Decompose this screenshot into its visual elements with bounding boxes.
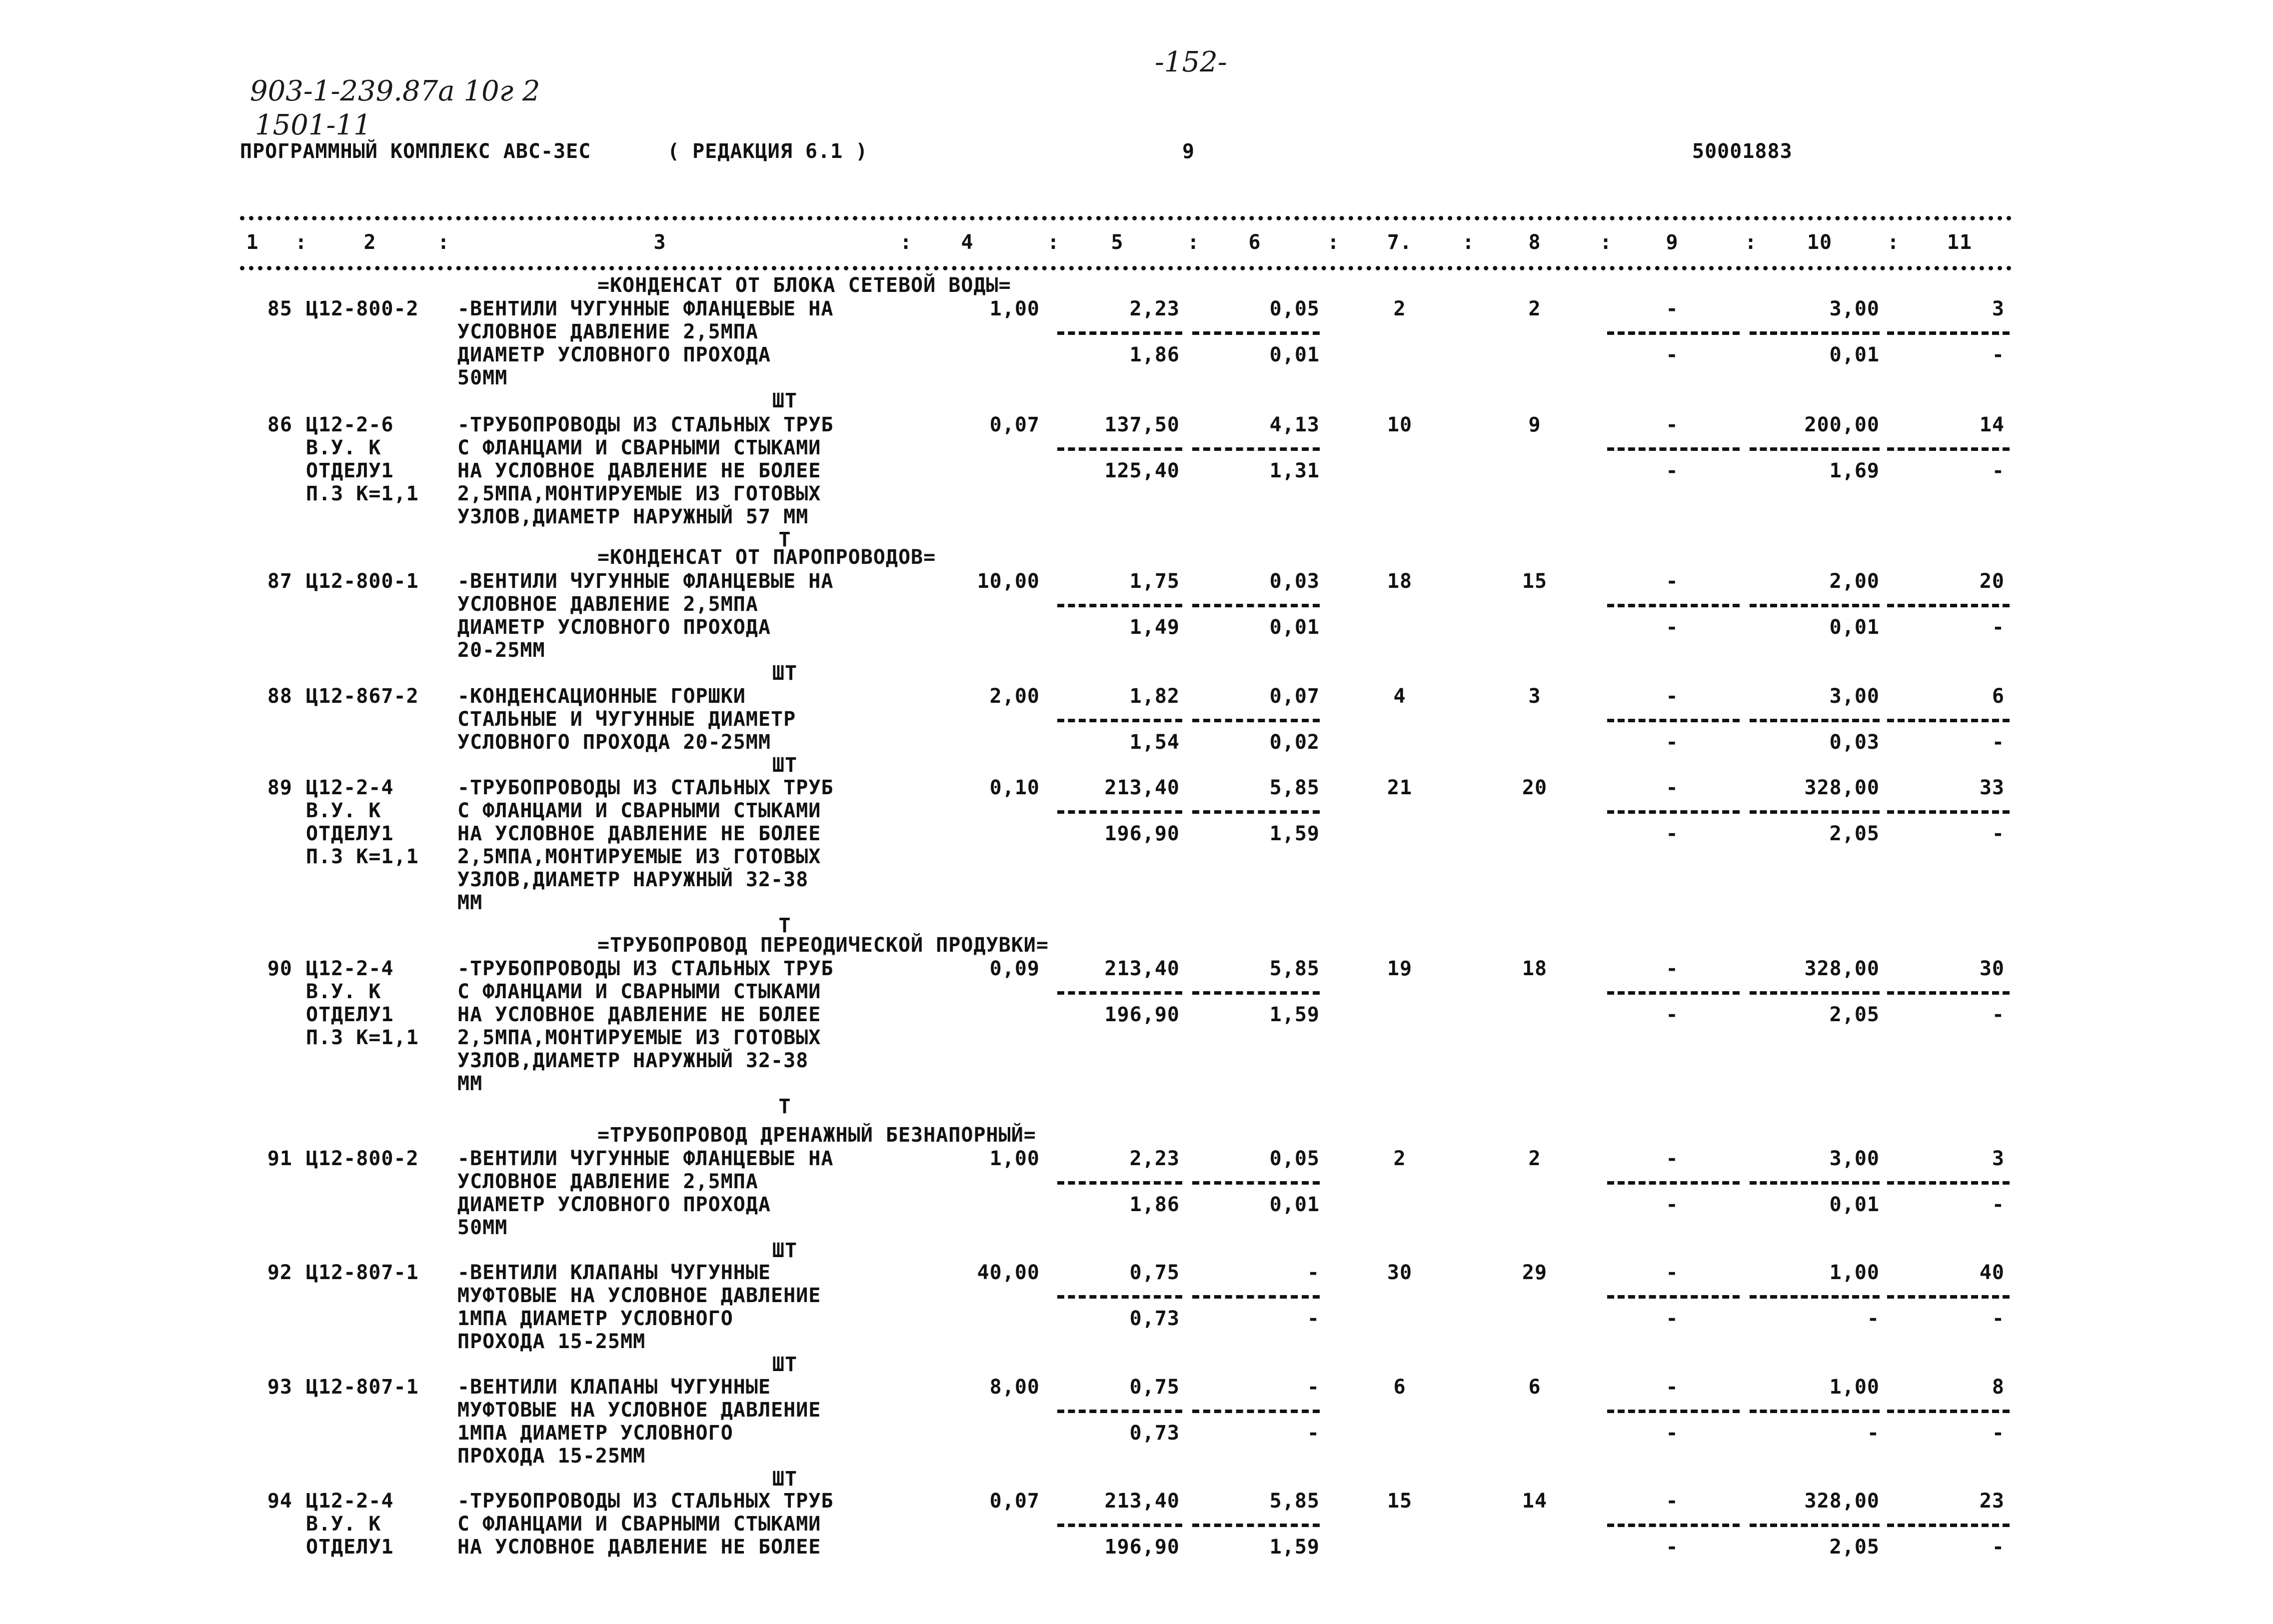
col11-value: 30 — [1979, 957, 2005, 980]
subtotal-dash-line — [1887, 1295, 2010, 1299]
total-cost: 10 — [1387, 413, 1413, 436]
section-heading: =КОНДЕНСАТ ОТ ПАРОПРОВОДОВ= — [597, 546, 936, 569]
col9-value: - — [1666, 297, 1679, 320]
machines-cost: 3 — [1528, 685, 1541, 708]
unit-cost-total: 137,50 — [1104, 413, 1180, 436]
subtotal-dash-line — [1192, 331, 1320, 335]
unit: ШТ — [772, 389, 798, 412]
norm-code: Ц12-2-6 — [306, 413, 394, 436]
unit-cost-wages: 196,90 — [1104, 822, 1180, 845]
subtotal-dash-line — [1887, 1410, 2010, 1413]
col11-value: 3 — [1992, 297, 2005, 320]
column-header-11: 11 — [1947, 231, 1973, 254]
column-separator: : — [437, 231, 450, 254]
col9-sub-value: - — [1666, 1422, 1679, 1445]
subtotal-dash-line — [1607, 1524, 1740, 1527]
work-description: УСЛОВНОГО ПРОХОДА 20-25ММ — [457, 731, 771, 754]
work-description: 2,5МПА,МОНТИРУЕМЫЕ ИЗ ГОТОВЫХ — [457, 1026, 821, 1049]
col10-sub-value: 2,05 — [1829, 1003, 1880, 1026]
col11-value: 8 — [1992, 1376, 2005, 1399]
col9-sub-value: - — [1666, 1307, 1679, 1330]
total-cost: 2 — [1393, 1147, 1406, 1170]
quantity: 0,07 — [989, 1490, 1040, 1513]
work-description: С ФЛАНЦАМИ И СВАРНЫМИ СТЫКАМИ — [457, 799, 821, 822]
col11-sub-value: - — [1992, 616, 2005, 639]
work-description: ПРОХОДА 15-25ММ — [457, 1445, 646, 1468]
subtotal-dash-line — [1887, 447, 2010, 451]
col9-sub-value: - — [1666, 1193, 1679, 1216]
work-description: НА УСЛОВНОЕ ДАВЛЕНИЕ НЕ БОЛЕЕ — [457, 822, 821, 845]
col9-sub-value: - — [1666, 1003, 1679, 1026]
subtotal-dash-line — [1607, 991, 1740, 995]
unit-cost-drivers: 0,02 — [1269, 731, 1320, 754]
subtotal-dash-line — [1887, 810, 2010, 814]
col10-value: 3,00 — [1829, 685, 1880, 708]
norm-code: Ц12-800-2 — [306, 1147, 419, 1170]
col9-sub-value: - — [1666, 1536, 1679, 1559]
quantity: 0,07 — [989, 413, 1040, 436]
row-number: 93 — [267, 1376, 292, 1399]
work-description: -ВЕНТИЛИ ЧУГУННЫЕ ФЛАНЦЕВЫЕ НА — [457, 570, 834, 593]
norm-code: Ц12-2-4 — [306, 1490, 394, 1513]
work-description: УЗЛОВ,ДИАМЕТР НАРУЖНЫЙ 32-38 — [457, 868, 809, 891]
col10-value: 3,00 — [1829, 1147, 1880, 1170]
quantity: 8,00 — [989, 1376, 1040, 1399]
unit-cost-machines: 5,85 — [1269, 957, 1320, 980]
norm-code: Ц12-800-1 — [306, 570, 419, 593]
column-header-2: 2 — [363, 231, 376, 254]
subtotal-dash-line — [1607, 810, 1740, 814]
column-header-9: 9 — [1666, 231, 1679, 254]
quantity: 2,00 — [989, 685, 1040, 708]
column-header-3: 3 — [653, 231, 666, 254]
subtotal-dash-line — [1607, 1181, 1740, 1185]
subtotal-dash-line — [1607, 719, 1740, 722]
col10-sub-value: 1,69 — [1829, 459, 1880, 482]
unit: ШТ — [772, 1239, 798, 1262]
subtotal-dash-line — [1750, 331, 1880, 335]
norm-code: ОТДЕЛУ1 — [306, 459, 394, 482]
unit-cost-drivers: 1,59 — [1269, 822, 1320, 845]
section-heading: =ТРУБОПРОВОД ПЕРЕОДИЧЕСКОЙ ПРОДУВКИ= — [597, 934, 1049, 957]
col10-value: 328,00 — [1804, 1490, 1880, 1513]
subtotal-dash-line — [1192, 604, 1320, 607]
col10-value: 1,00 — [1829, 1261, 1880, 1284]
work-description: -ТРУБОПРОВОДЫ ИЗ СТАЛЬНЫХ ТРУБ — [457, 1490, 834, 1513]
work-description: НА УСЛОВНОЕ ДАВЛЕНИЕ НЕ БОЛЕЕ — [457, 1536, 821, 1559]
col9-value: - — [1666, 413, 1679, 436]
subtotal-dash-line — [1192, 810, 1320, 814]
subtotal-dash-line — [1057, 1410, 1182, 1413]
unit-cost-machines: 5,85 — [1269, 776, 1320, 799]
row-number: 94 — [267, 1490, 292, 1513]
header-bottom-rule — [240, 266, 2012, 270]
subtotal-dash-line — [1057, 447, 1182, 451]
unit-cost-drivers: 1,31 — [1269, 459, 1320, 482]
subtotal-dash-line — [1192, 1181, 1320, 1185]
col11-sub-value: - — [1992, 1536, 2005, 1559]
unit: ШТ — [772, 1468, 798, 1491]
quantity: 0,09 — [989, 957, 1040, 980]
column-separator: : — [295, 231, 308, 254]
subtotal-dash-line — [1887, 331, 2010, 335]
col11-sub-value: - — [1992, 1422, 2005, 1445]
total-cost: 6 — [1393, 1376, 1406, 1399]
subtotal-dash-line — [1192, 719, 1320, 722]
col11-value: 23 — [1979, 1490, 2005, 1513]
work-description: 2,5МПА,МОНТИРУЕМЫЕ ИЗ ГОТОВЫХ — [457, 482, 821, 505]
page-number: 9 — [1182, 140, 1195, 163]
col11-sub-value: - — [1992, 731, 2005, 754]
subtotal-dash-line — [1887, 604, 2010, 607]
column-header-10: 10 — [1807, 231, 1833, 254]
subtotal-dash-line — [1607, 447, 1740, 451]
work-description: -ВЕНТИЛИ ЧУГУННЫЕ ФЛАНЦЕВЫЕ НА — [457, 1147, 834, 1170]
col10-sub-value: 0,03 — [1829, 731, 1880, 754]
col10-sub-value: 2,05 — [1829, 822, 1880, 845]
col10-value: 1,00 — [1829, 1376, 1880, 1399]
document-code-handwritten: 903-1-239.87а 10г 2 — [250, 75, 540, 107]
subtotal-dash-line — [1057, 1295, 1182, 1299]
subtotal-dash-line — [1887, 991, 2010, 995]
column-separator: : — [1047, 231, 1060, 254]
column-separator: : — [1600, 231, 1613, 254]
col9-value: - — [1666, 1490, 1679, 1513]
subtotal-dash-line — [1607, 1410, 1740, 1413]
machines-cost: 6 — [1528, 1376, 1541, 1399]
subtotal-dash-line — [1607, 331, 1740, 335]
unit: ШТ — [772, 754, 798, 777]
work-description: УСЛОВНОЕ ДАВЛЕНИЕ 2,5МПА — [457, 1170, 758, 1193]
machines-cost: 2 — [1528, 1147, 1541, 1170]
unit: ШТ — [772, 662, 798, 685]
subtotal-dash-line — [1057, 1524, 1182, 1527]
col9-sub-value: - — [1666, 343, 1679, 366]
unit-cost-wages: 196,90 — [1104, 1536, 1180, 1559]
subtotal-dash-line — [1057, 604, 1182, 607]
quantity: 40,00 — [977, 1261, 1040, 1284]
col11-sub-value: - — [1992, 1193, 2005, 1216]
norm-code: П.3 К=1,1 — [306, 482, 419, 505]
work-description: УСЛОВНОЕ ДАВЛЕНИЕ 2,5МПА — [457, 593, 758, 616]
section-heading: =ТРУБОПРОВОД ДРЕНАЖНЫЙ БЕЗНАПОРНЫЙ= — [597, 1124, 1036, 1147]
row-number: 91 — [267, 1147, 292, 1170]
col9-sub-value: - — [1666, 616, 1679, 639]
norm-code: Ц12-867-2 — [306, 685, 419, 708]
work-description: ММ — [457, 1072, 483, 1095]
work-description: С ФЛАНЦАМИ И СВАРНЫМИ СТЫКАМИ — [457, 980, 821, 1003]
subtotal-dash-line — [1057, 719, 1182, 722]
norm-code: П.3 К=1,1 — [306, 1026, 419, 1049]
work-description: СТАЛЬНЫЕ И ЧУГУННЫЕ ДИАМЕТР — [457, 708, 796, 731]
unit-cost-wages: 0,73 — [1129, 1422, 1180, 1445]
row-number: 90 — [267, 957, 292, 980]
col10-sub-value: 0,01 — [1829, 343, 1880, 366]
column-header-4: 4 — [961, 231, 974, 254]
col11-value: 40 — [1979, 1261, 2005, 1284]
header-top-rule — [240, 216, 2012, 220]
column-separator: : — [1745, 231, 1758, 254]
row-number: 92 — [267, 1261, 292, 1284]
col9-value: - — [1666, 570, 1679, 593]
machines-cost: 20 — [1522, 776, 1548, 799]
col11-sub-value: - — [1992, 343, 2005, 366]
machines-cost: 18 — [1522, 957, 1548, 980]
work-description: УЗЛОВ,ДИАМЕТР НАРУЖНЫЙ 32-38 — [457, 1049, 809, 1072]
work-description: МУФТОВЫЕ НА УСЛОВНОЕ ДАВЛЕНИЕ — [457, 1399, 821, 1422]
norm-code: Ц12-807-1 — [306, 1376, 419, 1399]
norm-code: ОТДЕЛУ1 — [306, 1536, 394, 1559]
column-separator: : — [1887, 231, 1900, 254]
work-description: НА УСЛОВНОЕ ДАВЛЕНИЕ НЕ БОЛЕЕ — [457, 1003, 821, 1026]
subtotal-dash-line — [1887, 719, 2010, 722]
norm-code: ОТДЕЛУ1 — [306, 822, 394, 845]
subtotal-dash-line — [1750, 447, 1880, 451]
subtotal-dash-line — [1057, 991, 1182, 995]
column-header-7: 7. — [1387, 231, 1413, 254]
col10-sub-value: - — [1867, 1307, 1880, 1330]
column-separator: : — [1327, 231, 1340, 254]
unit-cost-machines: 5,85 — [1269, 1490, 1320, 1513]
col9-value: - — [1666, 957, 1679, 980]
work-description: МУФТОВЫЕ НА УСЛОВНОЕ ДАВЛЕНИЕ — [457, 1284, 821, 1307]
subtotal-dash-line — [1057, 810, 1182, 814]
col11-value: 3 — [1992, 1147, 2005, 1170]
work-description: ПРОХОДА 15-25ММ — [457, 1330, 646, 1353]
unit: Т — [778, 528, 791, 551]
machines-cost: 2 — [1528, 297, 1541, 320]
col10-sub-value: - — [1867, 1422, 1880, 1445]
work-description: -ВЕНТИЛИ КЛАПАНЫ ЧУГУННЫЕ — [457, 1261, 771, 1284]
work-description: 20-25ММ — [457, 639, 545, 662]
col9-value: - — [1666, 1261, 1679, 1284]
unit-cost-total: 1,75 — [1129, 570, 1180, 593]
col9-value: - — [1666, 776, 1679, 799]
unit-cost-wages: 0,73 — [1129, 1307, 1180, 1330]
print-code: 50001883 — [1692, 140, 1793, 163]
work-description: -ТРУБОПРОВОДЫ ИЗ СТАЛЬНЫХ ТРУБ — [457, 957, 834, 980]
work-description: 1МПА ДИАМЕТР УСЛОВНОГО — [457, 1307, 733, 1330]
unit-cost-total: 1,82 — [1129, 685, 1180, 708]
subtotal-dash-line — [1750, 1410, 1880, 1413]
subtotal-dash-line — [1750, 604, 1880, 607]
unit-cost-machines: 0,03 — [1269, 570, 1320, 593]
work-description: ДИАМЕТР УСЛОВНОГО ПРОХОДА — [457, 343, 771, 366]
subtotal-dash-line — [1057, 331, 1182, 335]
unit-cost-total: 213,40 — [1104, 1490, 1180, 1513]
row-number: 86 — [267, 413, 292, 436]
subtotal-dash-line — [1750, 1524, 1880, 1527]
col9-value: - — [1666, 685, 1679, 708]
norm-code: Ц12-807-1 — [306, 1261, 419, 1284]
work-description: ММ — [457, 891, 483, 914]
col9-sub-value: - — [1666, 459, 1679, 482]
unit-cost-machines: - — [1307, 1376, 1320, 1399]
col10-sub-value: 2,05 — [1829, 1536, 1880, 1559]
total-cost: 21 — [1387, 776, 1413, 799]
work-description: ДИАМЕТР УСЛОВНОГО ПРОХОДА — [457, 616, 771, 639]
norm-code: В.У. К — [306, 1513, 381, 1536]
subtotal-dash-line — [1192, 447, 1320, 451]
subtotal-dash-line — [1192, 991, 1320, 995]
machines-cost: 9 — [1528, 413, 1541, 436]
unit-cost-total: 213,40 — [1104, 957, 1180, 980]
unit-cost-machines: - — [1307, 1261, 1320, 1284]
unit: Т — [778, 1095, 791, 1118]
total-cost: 18 — [1387, 570, 1413, 593]
unit-cost-machines: 4,13 — [1269, 413, 1320, 436]
col11-sub-value: - — [1992, 1003, 2005, 1026]
subtotal-dash-line — [1192, 1524, 1320, 1527]
page-number-handwritten: -152- — [1155, 46, 1227, 78]
program-name: ПРОГРАММНЫЙ КОМПЛЕКС АВС-3ЕС — [240, 140, 591, 163]
total-cost: 4 — [1393, 685, 1406, 708]
unit-cost-wages: 1,86 — [1129, 343, 1180, 366]
total-cost: 15 — [1387, 1490, 1413, 1513]
unit-cost-machines: 0,07 — [1269, 685, 1320, 708]
column-separator: : — [900, 231, 913, 254]
work-description: НА УСЛОВНОЕ ДАВЛЕНИЕ НЕ БОЛЕЕ — [457, 459, 821, 482]
col9-sub-value: - — [1666, 731, 1679, 754]
sheet-code-handwritten: 1501-11 — [255, 109, 371, 141]
norm-code: В.У. К — [306, 436, 381, 459]
work-description: 2,5МПА,МОНТИРУЕМЫЕ ИЗ ГОТОВЫХ — [457, 845, 821, 868]
subtotal-dash-line — [1887, 1524, 2010, 1527]
work-description: -ВЕНТИЛИ ЧУГУННЫЕ ФЛАНЦЕВЫЕ НА — [457, 297, 834, 320]
column-header-8: 8 — [1528, 231, 1541, 254]
col9-value: - — [1666, 1376, 1679, 1399]
unit-cost-drivers: 0,01 — [1269, 1193, 1320, 1216]
column-header-1: 1 — [246, 231, 259, 254]
col9-sub-value: - — [1666, 822, 1679, 845]
col11-value: 20 — [1979, 570, 2005, 593]
unit-cost-total: 0,75 — [1129, 1376, 1180, 1399]
total-cost: 30 — [1387, 1261, 1413, 1284]
work-description: УЗЛОВ,ДИАМЕТР НАРУЖНЫЙ 57 ММ — [457, 505, 809, 528]
subtotal-dash-line — [1192, 1410, 1320, 1413]
unit-cost-machines: 0,05 — [1269, 1147, 1320, 1170]
row-number: 88 — [267, 685, 292, 708]
subtotal-dash-line — [1750, 1181, 1880, 1185]
unit-cost-drivers: 0,01 — [1269, 343, 1320, 366]
col10-sub-value: 0,01 — [1829, 616, 1880, 639]
col10-value: 328,00 — [1804, 776, 1880, 799]
subtotal-dash-line — [1750, 810, 1880, 814]
section-heading: =КОНДЕНСАТ ОТ БЛОКА СЕТЕВОЙ ВОДЫ= — [597, 274, 1011, 297]
subtotal-dash-line — [1192, 1295, 1320, 1299]
unit-cost-total: 2,23 — [1129, 1147, 1180, 1170]
unit-cost-total: 213,40 — [1104, 776, 1180, 799]
col10-value: 200,00 — [1804, 413, 1880, 436]
quantity: 10,00 — [977, 570, 1040, 593]
edition: ( РЕДАКЦИЯ 6.1 ) — [667, 140, 868, 163]
subtotal-dash-line — [1057, 1181, 1182, 1185]
column-separator: : — [1462, 231, 1475, 254]
col9-value: - — [1666, 1147, 1679, 1170]
norm-code: В.У. К — [306, 980, 381, 1003]
unit-cost-drivers: 1,59 — [1269, 1536, 1320, 1559]
unit-cost-drivers: - — [1307, 1422, 1320, 1445]
machines-cost: 15 — [1522, 570, 1548, 593]
column-header-6: 6 — [1248, 231, 1261, 254]
unit: Т — [778, 914, 791, 937]
column-separator: : — [1187, 231, 1200, 254]
col11-sub-value: - — [1992, 459, 2005, 482]
col11-value: 6 — [1992, 685, 2005, 708]
subtotal-dash-line — [1607, 604, 1740, 607]
unit-cost-wages: 1,54 — [1129, 731, 1180, 754]
column-header-5: 5 — [1111, 231, 1124, 254]
total-cost: 19 — [1387, 957, 1413, 980]
total-cost: 2 — [1393, 297, 1406, 320]
work-description: 50ММ — [457, 366, 508, 389]
norm-code: П.3 К=1,1 — [306, 845, 419, 868]
subtotal-dash-line — [1750, 719, 1880, 722]
subtotal-dash-line — [1887, 1181, 2010, 1185]
norm-code: Ц12-2-4 — [306, 776, 394, 799]
work-description: ДИАМЕТР УСЛОВНОГО ПРОХОДА — [457, 1193, 771, 1216]
unit-cost-total: 2,23 — [1129, 297, 1180, 320]
col11-value: 14 — [1979, 413, 2005, 436]
subtotal-dash-line — [1607, 1295, 1740, 1299]
quantity: 1,00 — [989, 1147, 1040, 1170]
work-description: -ТРУБОПРОВОДЫ ИЗ СТАЛЬНЫХ ТРУБ — [457, 413, 834, 436]
unit-cost-wages: 1,86 — [1129, 1193, 1180, 1216]
unit-cost-drivers: 0,01 — [1269, 616, 1320, 639]
unit-cost-wages: 125,40 — [1104, 459, 1180, 482]
col10-value: 3,00 — [1829, 297, 1880, 320]
subtotal-dash-line — [1750, 991, 1880, 995]
row-number: 85 — [267, 297, 292, 320]
work-description: -КОНДЕНСАЦИОННЫЕ ГОРШКИ — [457, 685, 746, 708]
work-description: УСЛОВНОЕ ДАВЛЕНИЕ 2,5МПА — [457, 320, 758, 343]
work-description: 50ММ — [457, 1216, 508, 1239]
col11-sub-value: - — [1992, 1307, 2005, 1330]
work-description: -ТРУБОПРОВОДЫ ИЗ СТАЛЬНЫХ ТРУБ — [457, 776, 834, 799]
row-number: 89 — [267, 776, 292, 799]
unit-cost-wages: 196,90 — [1104, 1003, 1180, 1026]
work-description: С ФЛАНЦАМИ И СВАРНЫМИ СТЫКАМИ — [457, 436, 821, 459]
work-description: 1МПА ДИАМЕТР УСЛОВНОГО — [457, 1422, 733, 1445]
unit: ШТ — [772, 1353, 798, 1376]
unit-cost-wages: 1,49 — [1129, 616, 1180, 639]
machines-cost: 14 — [1522, 1490, 1548, 1513]
col10-value: 328,00 — [1804, 957, 1880, 980]
work-description: С ФЛАНЦАМИ И СВАРНЫМИ СТЫКАМИ — [457, 1513, 821, 1536]
quantity: 1,00 — [989, 297, 1040, 320]
norm-code: Ц12-800-2 — [306, 297, 419, 320]
unit-cost-total: 0,75 — [1129, 1261, 1180, 1284]
subtotal-dash-line — [1750, 1295, 1880, 1299]
quantity: 0,10 — [989, 776, 1040, 799]
col11-sub-value: - — [1992, 822, 2005, 845]
row-number: 87 — [267, 570, 292, 593]
unit-cost-drivers: 1,59 — [1269, 1003, 1320, 1026]
work-description: -ВЕНТИЛИ КЛАПАНЫ ЧУГУННЫЕ — [457, 1376, 771, 1399]
norm-code: В.У. К — [306, 799, 381, 822]
unit-cost-machines: 0,05 — [1269, 297, 1320, 320]
machines-cost: 29 — [1522, 1261, 1548, 1284]
col11-value: 33 — [1979, 776, 2005, 799]
col10-value: 2,00 — [1829, 570, 1880, 593]
norm-code: ОТДЕЛУ1 — [306, 1003, 394, 1026]
col10-sub-value: 0,01 — [1829, 1193, 1880, 1216]
norm-code: Ц12-2-4 — [306, 957, 394, 980]
unit-cost-drivers: - — [1307, 1307, 1320, 1330]
